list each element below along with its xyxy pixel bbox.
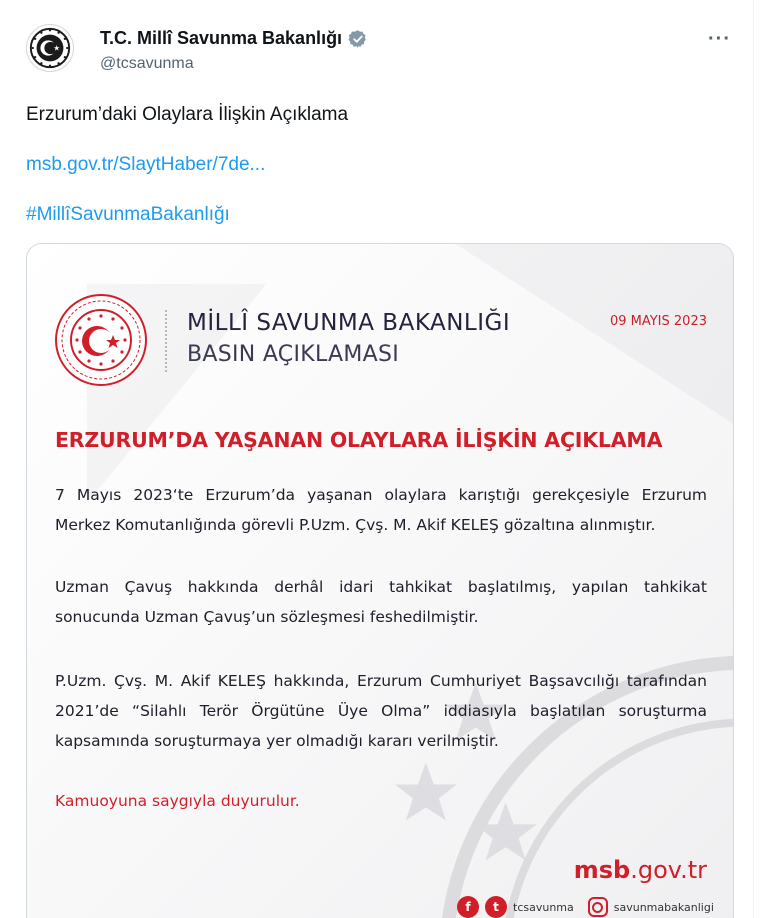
release-paragraph-2: Uzman Çavuş hakkında derhâl idari tahkikat başlatılmış, yapılan tahkikat sonucunda Uzman Çavuş’un sözleşmesi feshedilmiştir.: [55, 578, 707, 626]
social-handle-instagram: savunmabakanligi: [613, 900, 714, 914]
social-handles: [457, 896, 714, 918]
msb-emblem-icon: [27, 25, 73, 71]
avatar[interactable]: [26, 24, 74, 72]
more-options-icon[interactable]: ···: [708, 28, 731, 50]
msb-seal-icon: [55, 294, 147, 386]
instagram-icon: [588, 897, 608, 917]
org-name: MİLLÎ SAVUNMA BAKANLIĞI: [187, 310, 511, 336]
press-release-image[interactable]: [26, 243, 734, 918]
tweet-hashtag[interactable]: #MillîSavunmaBakanlığı: [26, 204, 230, 225]
tweet-link[interactable]: msb.gov.tr/SlaytHaber/7de...: [26, 154, 266, 175]
social-handle-twitter: tcsavunma: [513, 900, 574, 914]
author-name-row: [100, 28, 368, 49]
release-paragraph-3: P.Uzm. Çvş. M. Akif KELEŞ hakkında, Erzurum Cumhuriyet Başsavcılığı tarafından 2021’de “Silahlı Terör Örgütüne Üye Olma” iddiasıyla başlatılan soruşturma kapsamında soruşturmaya yer olmadığı kararı verilmiştir.: [55, 672, 707, 750]
site-url: [574, 856, 707, 884]
twitter-icon: t: [485, 896, 507, 918]
release-paragraph-1: 7 Mayıs 2023‘te Erzurum’da yaşanan olaylara karıştığı gerekçesiyle Erzurum Merkez Komutanlığında görevli P.Uzm. Çvş. M. Akif KELEŞ gözaltına alınmıştır.: [55, 486, 707, 534]
author-display-name[interactable]: T.C. Millî Savunma Bakanlığı: [100, 28, 343, 48]
org-subtitle: BASIN AÇIKLAMASI: [187, 342, 400, 367]
author-handle[interactable]: @tcsavunma: [100, 55, 194, 72]
release-date: 09 MAYIS 2023: [609, 314, 707, 329]
site-url-bold: msb: [573, 856, 631, 884]
header-divider: [165, 310, 167, 372]
tweet-text: Erzurum’daki Olaylara İlişkin Açıklama: [26, 104, 349, 125]
release-headline: ERZURUM’DA YAŞANAN OLAYLARA İLİŞKİN AÇIKLAMA: [55, 428, 663, 452]
site-url-rest: .gov.tr: [630, 856, 707, 884]
release-closing: Kamuoyuna saygıyla duyurulur.: [55, 792, 300, 810]
verified-badge-icon: [348, 29, 368, 49]
facebook-icon: f: [457, 896, 479, 918]
